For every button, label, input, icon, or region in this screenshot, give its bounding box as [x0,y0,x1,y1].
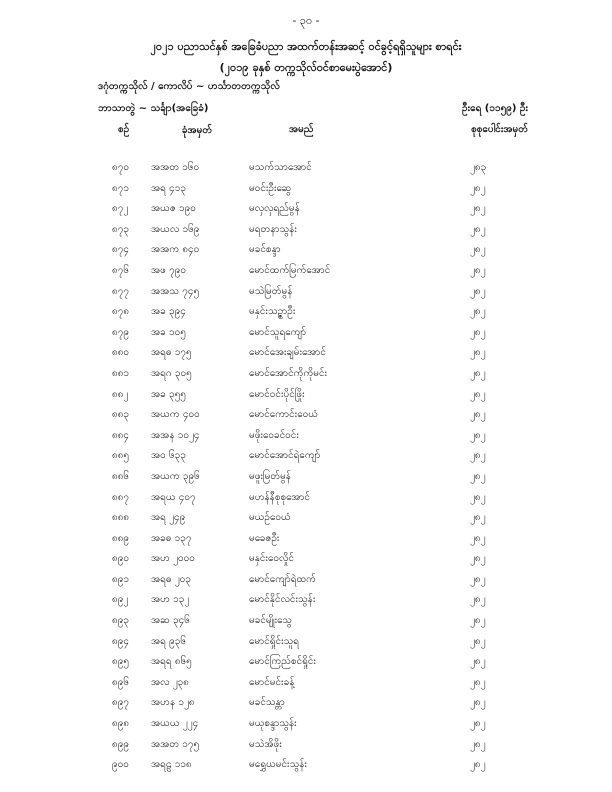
total-marks: ၂၈၂ [470,553,486,565]
roll-number: အအက ၈၄၀ [151,244,200,256]
list-item [0,650,612,671]
serial-number: ၈၇၈ [112,306,130,318]
serial-number: ၈၈၃ [112,409,130,421]
total-marks: ၂၈၂ [470,306,486,318]
list-item [0,156,612,177]
roll-number: အယလ ၁၆၉ [151,223,200,235]
total-marks: ၂၈၂ [470,615,486,627]
student-name: မဝင်းဦးဆွေ [249,182,292,194]
list-item [0,444,612,465]
serial-number: ၈၈၆ [112,470,130,482]
roll-number: အအသ ၇၄၅ [151,285,200,297]
student-name: မခေဇဦး [249,532,280,544]
student-name: မယုစန္ဒာသွန်း [249,718,297,730]
student-name: မောင်ရှိုင်းသူရ [249,635,300,647]
student-name: မသက်သာအောင် [249,162,312,173]
list-item [0,609,612,630]
roll-number: အရ ၄၁၃ [151,182,186,194]
total-marks: ၂၈၂ [470,203,486,215]
student-name: မခင်သန္တာ [249,697,285,709]
total-marks: ၂၈၂ [470,367,486,379]
total-marks: ၂၈၂ [470,264,486,276]
list-item [0,691,612,712]
roll-number: အအတ ၁၆၀ [151,162,200,173]
column-header-name: အမည် [289,124,314,135]
student-name: မောင်ထက်မြက်အောင် [249,264,331,276]
student-name: မောင်အောင်ကိုကိုမင်း [249,367,328,379]
total-marks: ၂၈၂ [470,285,486,297]
serial-number: ၈၉၉ [112,738,129,750]
results-list [0,156,612,774]
list-item [0,547,612,568]
total-marks: ၂၈၂ [470,635,486,647]
list-item [0,341,612,362]
list-item [0,588,612,609]
serial-number: ၈၉၁ [112,573,129,585]
total-marks: ၂၈၃ [470,162,487,173]
list-item [0,527,612,548]
total-marks: ၂၈၂ [470,409,486,421]
serial-number: ၈၈၈ [112,512,130,524]
serial-number: ၈၉၇ [112,697,129,709]
total-marks: ၂၈၂ [470,594,486,606]
serial-number: ၈၈၀ [112,347,130,359]
serial-number: ၈၉၄ [112,635,129,647]
serial-number: ၈၉၆ [112,676,129,688]
list-item [0,177,612,198]
document-title: ၂၀၂၁ ပညာသင်နှစ် အခြေခံပညာ အထက်တန်းအဆင့် ဝင်ခွင့်ရရှိသူများ စာရင်း [150,40,462,53]
total-marks: ၂၈၂ [470,532,486,544]
serial-number: ၈၈၂ [112,388,129,400]
roll-number: အရဠ ၁၁၈ [151,759,192,771]
serial-number: ၈၇၀ [112,162,129,173]
roll-number: အခ ၁၀၅ [151,326,186,338]
list-item [0,671,612,692]
serial-number: ၈၉၂ [112,594,129,606]
total-marks: ၂၈၂ [470,429,486,441]
student-name: မခင်မျိုးသွေ [249,615,292,627]
total-marks: ၂၈၂ [470,244,486,256]
serial-number: ၈၈၄ [112,429,130,441]
total-count: ဦးရေ (၁၁၅၉) ဦး [462,103,528,114]
serial-number: ၈၇၉ [112,326,129,338]
student-name: မသဲမြတ်မွန် [249,285,293,297]
list-item [0,238,612,259]
student-name: မခင်စန္ဒာ [249,244,281,256]
student-name: မရွှေယမင်းသွန်း [249,759,307,771]
list-item [0,486,612,507]
roll-number: အလ ၂၃၈ [151,676,189,688]
total-marks: ၂၈၂ [470,759,486,771]
list-item [0,218,612,239]
serial-number: ၈၇၄ [112,244,129,256]
student-name: မယဉ်ဝေယံ [249,512,291,524]
roll-number: အရဓ ၁၇၅ [151,347,192,359]
list-item [0,259,612,280]
total-marks: ၂၈၂ [470,491,486,503]
roll-number: အရဓ ၂၀၃ [151,573,191,585]
roll-number: အခ ၃၉၄ [151,306,186,318]
total-marks: ၂၈၂ [470,512,486,524]
roll-number: အဟ ၁၃၂ [151,594,190,606]
list-item [0,424,612,445]
serial-number: ၈၉၃ [112,615,129,627]
roll-number: အရရ ၈၆၅ [151,656,192,668]
student-name: မနှင်းဝေလှိုင် [249,553,294,565]
list-item [0,568,612,589]
column-header-no: စဉ် [118,124,130,135]
student-name: မရတနာသွန်း [249,223,297,235]
roll-number: အဝ ၆၃၃ [151,450,186,462]
total-marks: ၂၈၂ [470,388,486,400]
roll-number: အခဓ ၁၃၇ [151,532,192,544]
column-header-roll: ခုံအမှတ် [181,125,213,136]
serial-number: ၈၈၅ [112,450,130,462]
total-marks: ၂၈၂ [470,718,486,730]
roll-number: အယယ ၂၂၄ [151,718,199,730]
total-marks: ၂၈၂ [470,347,486,359]
roll-number: အဆ ၃၄၆ [151,615,190,627]
column-header-marks: စုစုပေါင်းအမှတ် [471,124,528,135]
serial-number: ၈၉၅ [112,656,129,668]
roll-number: အယဇ ၁၉၀ [151,203,196,215]
list-item [0,733,612,754]
serial-number: ၉၀၀ [112,759,129,771]
roll-number: အရ ၉၃၆ [151,635,186,647]
total-marks: ၂၈၂ [470,676,486,688]
list-item [0,383,612,404]
serial-number: ၈၉၈ [112,718,130,730]
list-item [0,300,612,321]
serial-number: ၈၇၆ [112,264,129,276]
roll-number: အအန ၁၀၂၄ [151,429,200,441]
student-name: မသဲအိဖိုး [249,738,282,750]
total-marks: ၂၈၂ [470,738,486,750]
total-marks: ၂၈၂ [470,656,486,668]
serial-number: ၈၇၁ [112,182,129,194]
roll-number: အယက ၃၉၆ [151,470,200,482]
total-marks: ၂၈၂ [470,223,486,235]
student-name: မောင်ကြည်စင်ရှိုင်း [249,656,316,668]
serial-number: ၈၇၇ [112,285,129,297]
document-subtitle: (၂၀၁၉ ခုနှစ် တက္ကသိုလ်ဝင်စာမေးပွဲအောင်) [219,61,393,74]
page-number: - ၃၀ - [292,14,320,27]
total-marks: ၂၈၂ [470,450,486,462]
student-name: မဖူးမြတ်မွန် [249,470,291,482]
list-item [0,280,612,301]
list-item [0,712,612,733]
list-item [0,630,612,651]
roll-number: အရယ ၄၀၇ [151,491,196,503]
student-name: မောင်ဝင်းပိုင်ဖြိုး [249,388,305,400]
student-name: မောင်မင်းခန့် [249,676,295,688]
roll-number: အခ ၃၅၅ [151,388,186,400]
total-marks: ၂၈၂ [470,470,486,482]
list-item [0,197,612,218]
total-marks: ၂၈၂ [470,326,486,338]
list-item [0,506,612,527]
list-item [0,403,612,424]
serial-number: ၈၈၁ [112,367,130,379]
student-name: မောင်နိုင်လင်းသွန်း [249,594,316,606]
student-name: မောင်ကျော်ရဲထက် [249,573,316,585]
total-marks: ၂၈၂ [470,697,486,709]
serial-number: ၈၇၂ [112,203,129,215]
list-item [0,465,612,486]
university-line: ဒဂုံတက္ကသိုလ် / ကောလိပ် ~ ဟင်္သာတတက္ကသိုလ် [98,81,280,92]
student-name: မနှင်းသဉ္ဇာဦး [249,306,296,318]
total-marks: ၂၈၂ [470,573,486,585]
roll-number: အရ ၂၄၉ [151,512,186,524]
serial-number: ၈၉၀ [112,553,129,565]
list-item [0,321,612,342]
serial-number: ၈၈၇ [112,491,130,503]
student-name: မဖိုးဝေခင်ဝင်း [249,429,299,441]
serial-number: ၈၇၃ [112,223,129,235]
roll-number: အဟန ၁၂၈ [151,697,195,709]
roll-number: အယက ၄၀၀ [151,409,200,421]
list-item [0,753,612,774]
roll-number: အအတ ၁၇၅ [151,738,200,750]
student-name: မဟန်နီစုစုအောင် [249,491,310,503]
student-name: မောင်သူရကျော် [249,326,307,338]
student-name: မလှလှရည်မွန် [249,203,300,215]
student-name: မောင်ကောင်းဝေယံ [249,409,318,421]
student-name: မောင်အောင်ရဲကျော် [249,450,321,462]
total-marks: ၂၈၂ [470,182,486,194]
student-name: မောင်အေးချမ်းအောင် [249,347,326,359]
serial-number: ၈၈၉ [112,532,130,544]
roll-number: အဖ ၇၉၀ [151,264,186,276]
roll-number: အရဂ ၃၀၅ [151,367,192,379]
roll-number: အဟ ၂၀၀၀ [151,553,195,565]
list-item [0,362,612,383]
subject-combination: ဘာသာတွဲ ~ သင်္ချာ(အခြေခံ) [98,103,209,114]
